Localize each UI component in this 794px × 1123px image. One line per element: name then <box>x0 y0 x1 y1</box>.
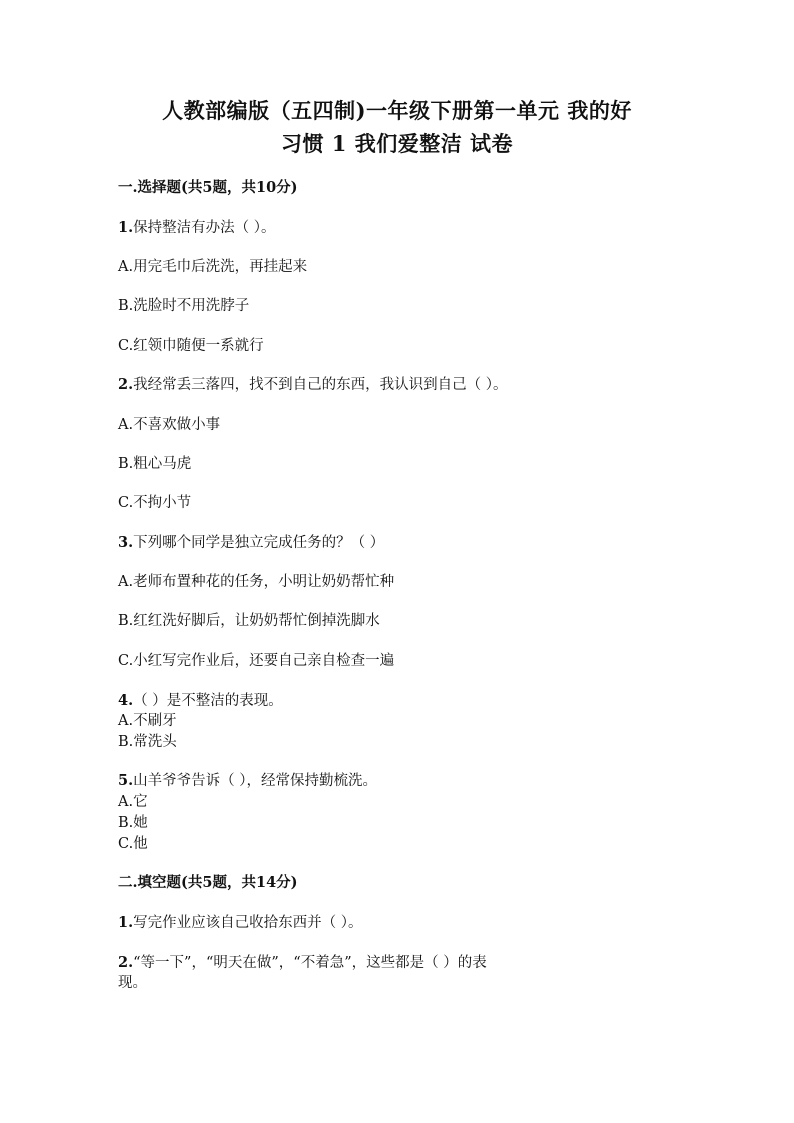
section-heading-fill: 二.填空题(共5题，共14分) <box>118 874 298 891</box>
question-2 <box>118 375 678 395</box>
question-number: 4. <box>118 692 134 709</box>
question-number: 2. <box>118 376 134 393</box>
exam-title-line-2: 习惯 1 我们爱整洁 试卷 <box>280 131 514 156</box>
fill-question-1 <box>118 913 678 933</box>
question-2-option-b: B.粗心马虎 <box>118 456 192 472</box>
question-stem: 写完作业应该自己收拾东西并（ ）。 <box>133 915 363 931</box>
question-4-option-a: A.不刷牙 <box>118 713 177 729</box>
fill-question-2-continued: 现。 <box>118 975 147 991</box>
fill-question-2 <box>118 953 678 973</box>
question-5-option-b: B.她 <box>118 815 148 831</box>
question-1-option-c: C.红领巾随便一系就行 <box>118 338 264 354</box>
question-3 <box>118 533 678 553</box>
question-stem: 保持整洁有办法（ ）。 <box>133 220 276 236</box>
question-stem: 下列哪个同学是独立完成任务的？（ ） <box>133 535 385 551</box>
question-5 <box>118 771 678 791</box>
question-number: 1. <box>118 914 134 931</box>
question-stem: “等一下”，“明天在做”，“不着急”，这些都是（ ）的表 <box>133 955 487 971</box>
question-3-option-c: C.小红写完作业后，还要自己亲自检查一遍 <box>118 653 395 669</box>
question-number: 2. <box>118 954 134 971</box>
question-stem: 我经常丢三落四，找不到自己的东西，我认识到自己（ ）。 <box>133 377 508 393</box>
section-heading-choice: 一.选择题(共5题，共10分) <box>118 179 298 196</box>
question-stem: （ ）是不整洁的表现。 <box>133 693 283 709</box>
question-number: 1. <box>118 219 134 236</box>
question-4-option-b: B.常洗头 <box>118 734 177 750</box>
question-stem: 山羊爷爷告诉（ ），经常保持勤梳洗。 <box>133 773 377 789</box>
question-4 <box>118 691 678 711</box>
question-5-option-c: C.他 <box>118 836 148 852</box>
question-3-option-b: B.红红洗好脚后，让奶奶帮忙倒掉洗脚水 <box>118 613 380 629</box>
question-number: 5. <box>118 772 134 789</box>
question-2-option-c: C.不拘小节 <box>118 495 192 511</box>
question-1 <box>118 218 678 238</box>
question-5-option-a: A.它 <box>118 794 148 810</box>
question-1-option-a: A.用完毛巾后洗洗，再挂起来 <box>118 259 308 275</box>
question-number: 3. <box>118 534 134 551</box>
exam-title-line-1: 人教部编版（五四制)一年级下册第一单元 我的好 <box>162 98 632 123</box>
question-3-option-a: A.老师布置种花的任务，小明让奶奶帮忙种 <box>118 574 395 590</box>
question-2-option-a: A.不喜欢做小事 <box>118 417 221 433</box>
question-1-option-b: B.洗脸时不用洗脖子 <box>118 298 250 314</box>
